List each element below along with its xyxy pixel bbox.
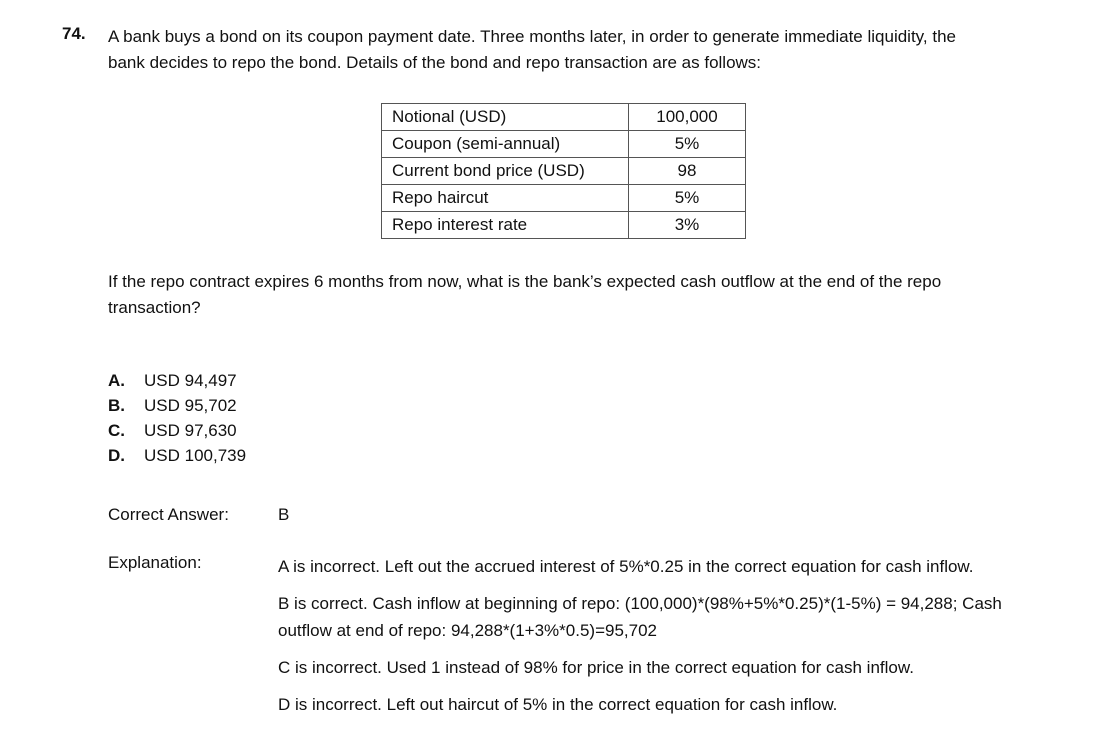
answer-options xyxy=(108,368,246,468)
explanation-paragraph: D is incorrect. Left out haircut of 5% in the correct equation for cash inflow. xyxy=(278,695,838,714)
option-text: USD 95,702 xyxy=(144,396,237,415)
explanation-paragraph: A is incorrect. Left out the accrued interest of 5%*0.25 in the correct equation for cash inflow. xyxy=(278,557,974,576)
table-cell-label: Notional (USD) xyxy=(382,104,629,131)
option-b xyxy=(108,393,246,418)
option-d xyxy=(108,443,246,468)
explanation-body xyxy=(278,553,1038,728)
table-cell-value: 5% xyxy=(629,185,746,212)
correct-answer-label: Correct Answer: xyxy=(108,505,229,524)
table-cell-value: 5% xyxy=(629,131,746,158)
explanation-label: Explanation: xyxy=(108,553,202,572)
question-number: 74. xyxy=(62,24,86,43)
table-row xyxy=(382,212,746,239)
option-text: USD 97,630 xyxy=(144,421,237,440)
table-cell-value: 3% xyxy=(629,212,746,239)
explanation-paragraph: C is incorrect. Used 1 instead of 98% for price in the correct equation for cash inflow. xyxy=(278,658,914,677)
question-prompt: If the repo contract expires 6 months from now, what is the bank’s expected cash outflow at the end of the repo transaction? xyxy=(108,272,942,317)
option-a xyxy=(108,368,246,393)
table-cell-label: Coupon (semi-annual) xyxy=(382,131,629,158)
explanation-paragraph: B is correct. Cash inflow at beginning of repo: (100,000)*(98%+5%*0.25)*(1-5%) = 94,288; Cash outflow at end of repo: 94,288*(1+3%*0.5)=95,702 xyxy=(278,594,1002,640)
question-stem: A bank buys a bond on its coupon payment date. Three months later, in order to generate immediate liquidity, the bank decides to repo the bond. Details of the bond and repo transaction are as follows: xyxy=(108,27,956,72)
option-c xyxy=(108,418,246,443)
table-row xyxy=(382,158,746,185)
option-letter: C. xyxy=(108,421,125,440)
table-cell-label: Current bond price (USD) xyxy=(382,158,629,185)
table-row xyxy=(382,104,746,131)
option-letter: A. xyxy=(108,371,125,390)
option-text: USD 94,497 xyxy=(144,371,237,390)
option-letter: B. xyxy=(108,396,125,415)
table-cell-value: 100,000 xyxy=(629,104,746,131)
bond-details-table xyxy=(381,103,746,239)
table-row xyxy=(382,185,746,212)
option-letter: D. xyxy=(108,446,125,465)
correct-answer-value: B xyxy=(278,505,290,524)
table-row xyxy=(382,131,746,158)
table-cell-label: Repo haircut xyxy=(382,185,629,212)
option-text: USD 100,739 xyxy=(144,446,247,465)
table-cell-label: Repo interest rate xyxy=(382,212,629,239)
table-cell-value: 98 xyxy=(629,158,746,185)
